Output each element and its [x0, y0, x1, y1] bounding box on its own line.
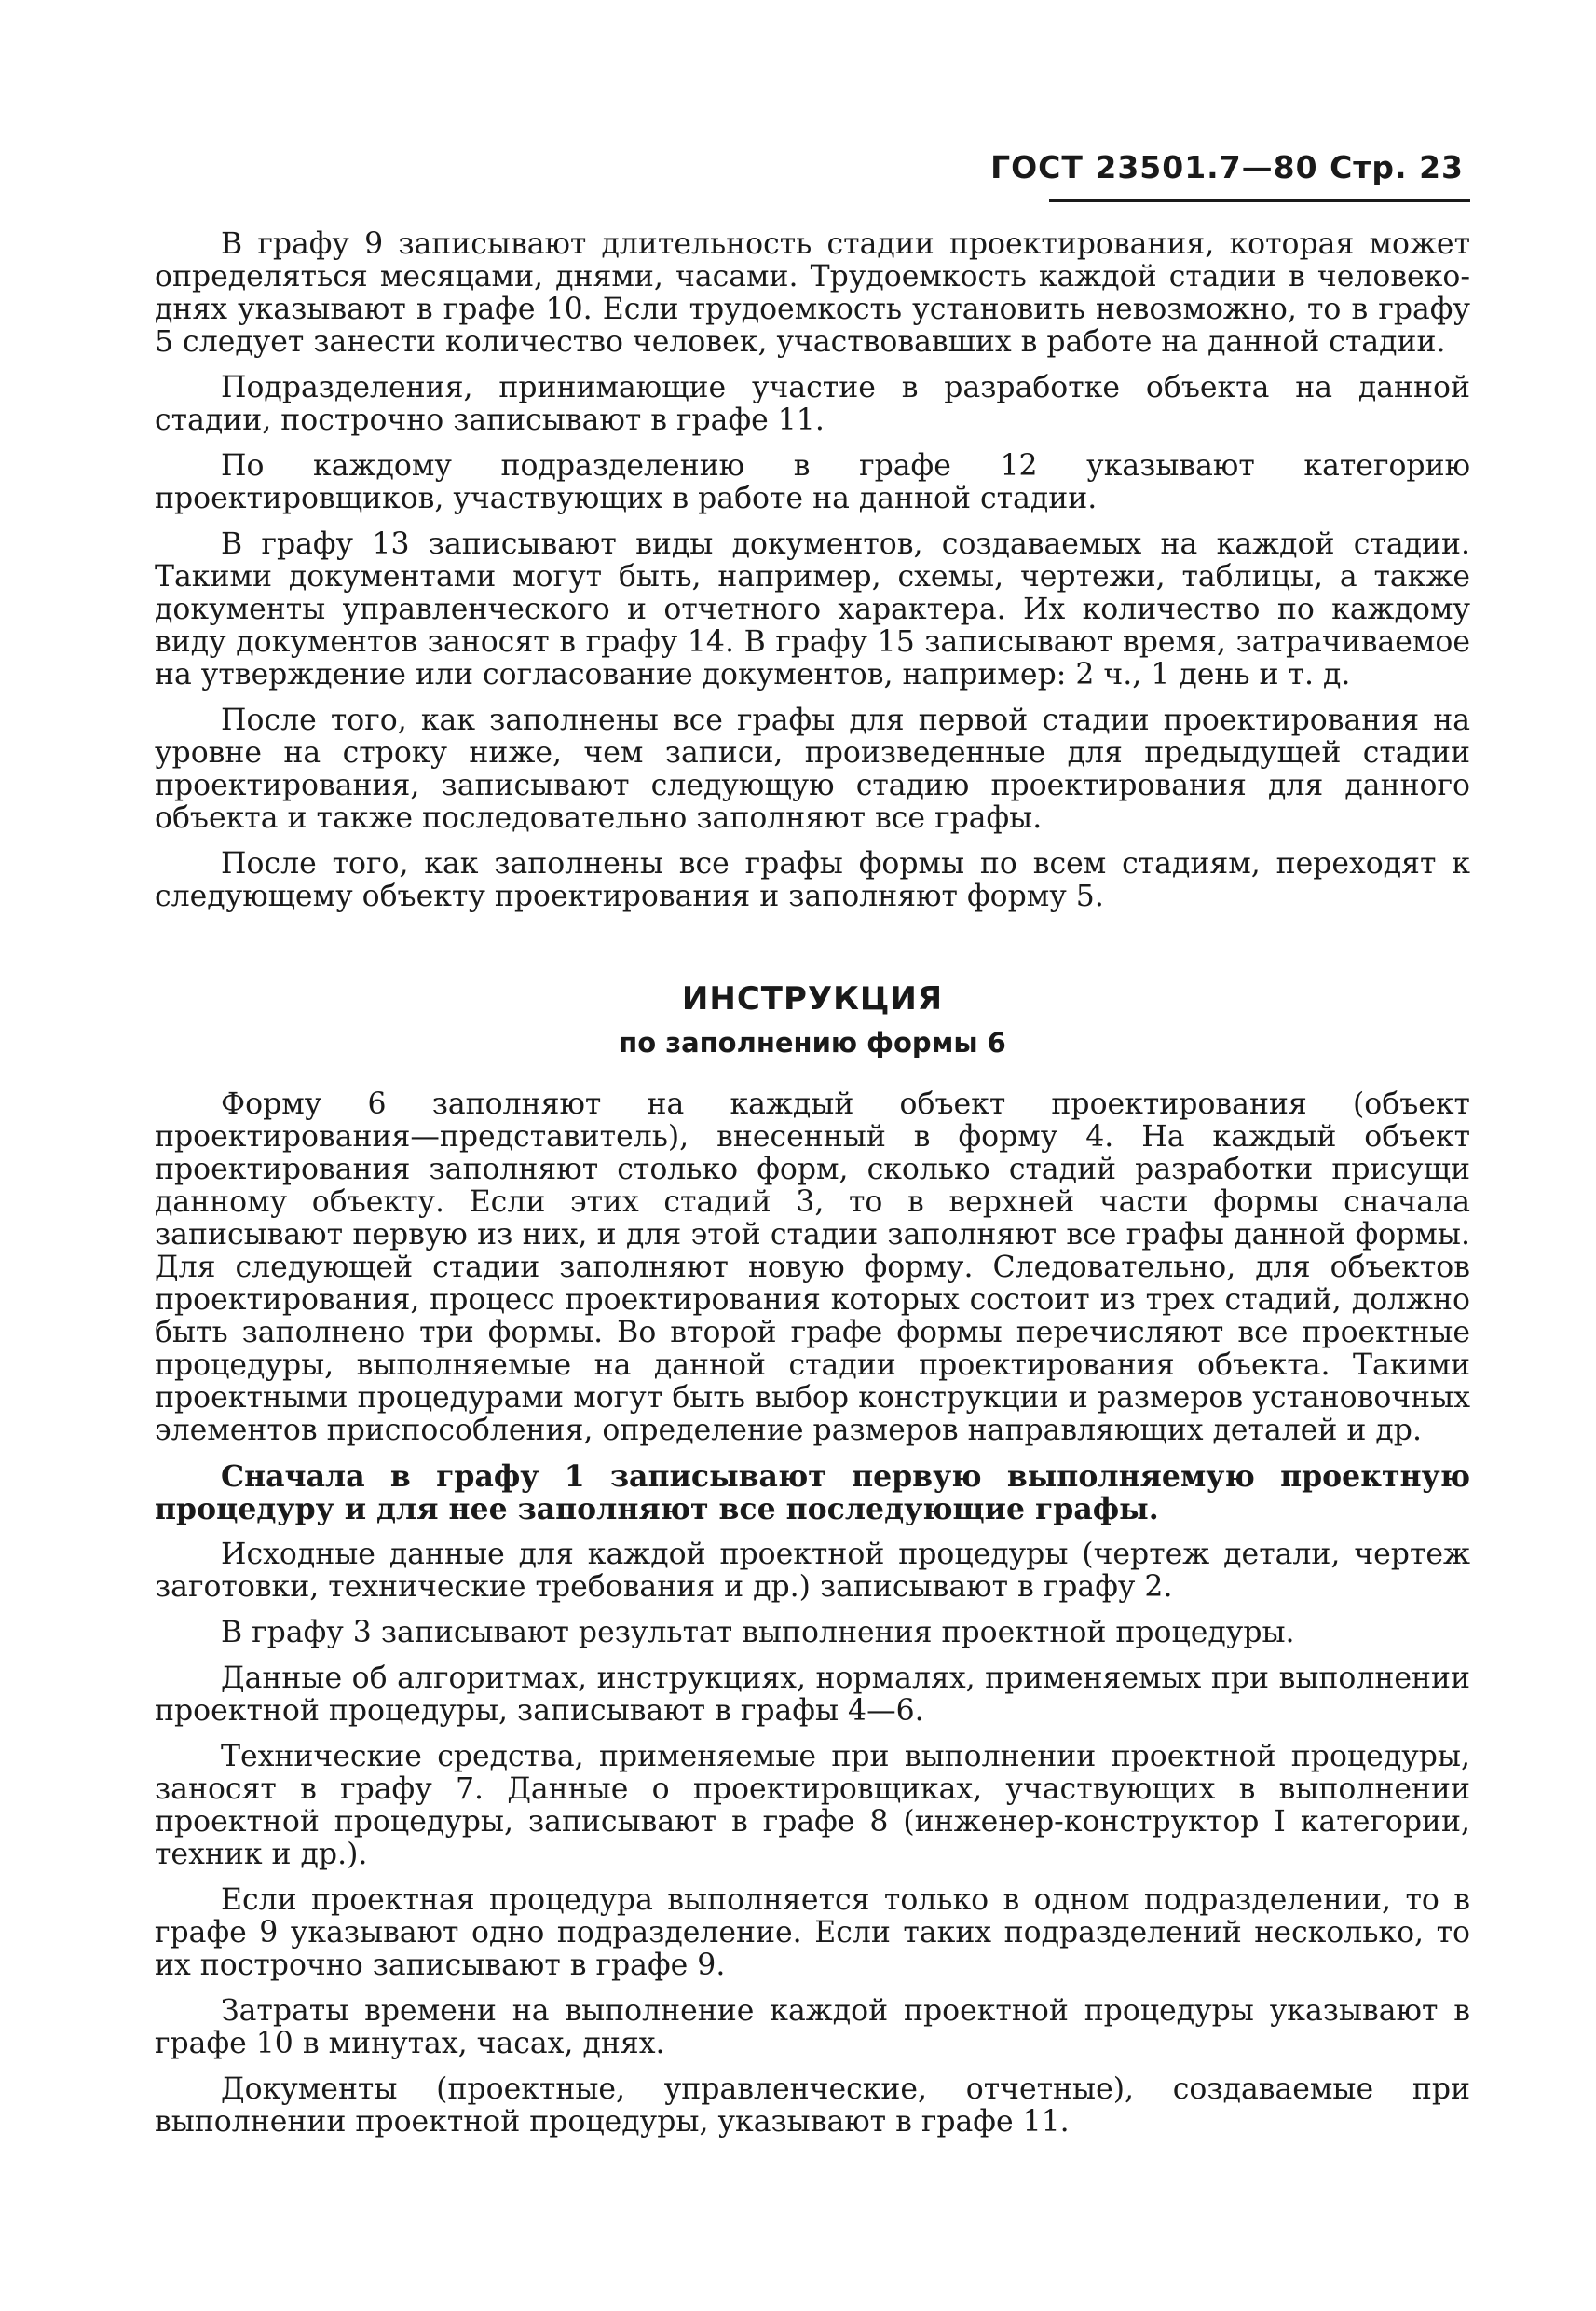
paragraph: В графу 9 записывают длительность стадии проектирования, которая может определяться месяцами, днями, часами. Трудоемкость каждой стадии в человеко-днях указывают в графе 10. Если трудоемкость установить невозможно, то в графу 5 следует занести количество человек, участвовавших в работе на данной стадии.: [155, 227, 1470, 359]
section-form-5-continuation: [155, 228, 1470, 926]
page-header: ГОСТ 23501.7—80 Стр. 23: [990, 149, 1464, 185]
paragraph: По каждому подразделению в графе 12 указывают категорию проектировщиков, участвующих в работе на данной стадии.: [155, 449, 1470, 515]
paragraph: Технические средства, применяемые при выполнении проектной процедуры, заносят в графу 7. Данные о проектировщиках, участвующих в выполнении проектной процедуры, записывают в графе 8 (инженер-конструктор I категории, техник и др.).: [155, 1740, 1470, 1871]
paragraph: Затраты времени на выполнение каждой проектной процедуры указывают в графе 10 в минутах, часах, днях.: [155, 1994, 1470, 2060]
header-rule: [1049, 199, 1470, 202]
paragraph: Если проектная процедура выполняется только в одном подразделении, то в графе 9 указывают одно подразделение. Если таких подразделений несколько, то их построчно записывают в графе 9.: [155, 1883, 1470, 1982]
paragraph: После того, как заполнены все графы для первой стадии проектирования на уровне на строку ниже, чем записи, произведенные для предыдущей стадии проектирования, записывают следующую стадию проектирования для данного объекта и также последовательно заполняют все графы.: [155, 704, 1470, 835]
section-form-6-instruction: [155, 1088, 1470, 2152]
paragraph: Подразделения, принимающие участие в разработке объекта на данной стадии, построчно записывают в графе 11.: [155, 371, 1470, 437]
paragraph: Документы (проектные, управленческие, отчетные), создаваемые при выполнении проектной процедуры, указывают в графе 11.: [155, 2072, 1470, 2139]
paragraph: В графу 13 записывают виды документов, создаваемых на каждой стадии. Такими документами могут быть, например, схемы, чертежи, таблицы, а также документы управленческого и отчетного характера. Их количество по каждому виду документов заносят в графу 14. В графу 15 записывают время, затрачиваемое на утверждение или согласование документов, например: 2 ч., 1 день и т. д.: [155, 527, 1470, 691]
paragraph: Исходные данные для каждой проектной процедуры (чертеж детали, чертеж заготовки, технические требования и др.) записывают в графу 2.: [155, 1538, 1470, 1604]
paragraph: Сначала в графу 1 записывают первую выполняемую проектную процедуру и для нее заполняют все последующие графы.: [155, 1459, 1470, 1526]
paragraph: Форму 6 заполняют на каждый объект проектирования (объект проектирования—представитель), внесенный в форму 4. На каждый объект проектирования заполняют столько форм, сколько стадий разработки присущи данному объекту. Если этих стадий 3, то в верхней части формы сначала записывают первую из них, и для этой стадии заполняют все графы данной формы. Для следующей стадии заполняют новую форму. Следовательно, для объектов проектирования, процесс проектирования которых состоит из трех стадий, должно быть заполнено три формы. Во второй графе формы перечисляют все проектные процедуры, выполняемые на данной стадии проектирования объекта. Такими проектными процедурами могут быть выбор конструкции и размеров установочных элементов приспособления, определение размеров направляющих деталей и др.: [155, 1087, 1470, 1447]
instruction-title: ИНСТРУКЦИЯ: [681, 980, 944, 1018]
paragraph: Данные об алгоритмах, инструкциях, нормалях, применяемых при выполнении проектной процедуры, записывают в графы 4—6.: [155, 1661, 1470, 1728]
paragraph: В графу 3 записывают результат выполнения проектной процедуры.: [221, 1616, 1295, 1649]
paragraph: После того, как заполнены все графы формы по всем стадиям, переходят к следующему объекту проектирования и заполняют форму 5.: [155, 847, 1470, 913]
instruction-subtitle: по заполнению формы 6: [619, 1027, 1006, 1059]
